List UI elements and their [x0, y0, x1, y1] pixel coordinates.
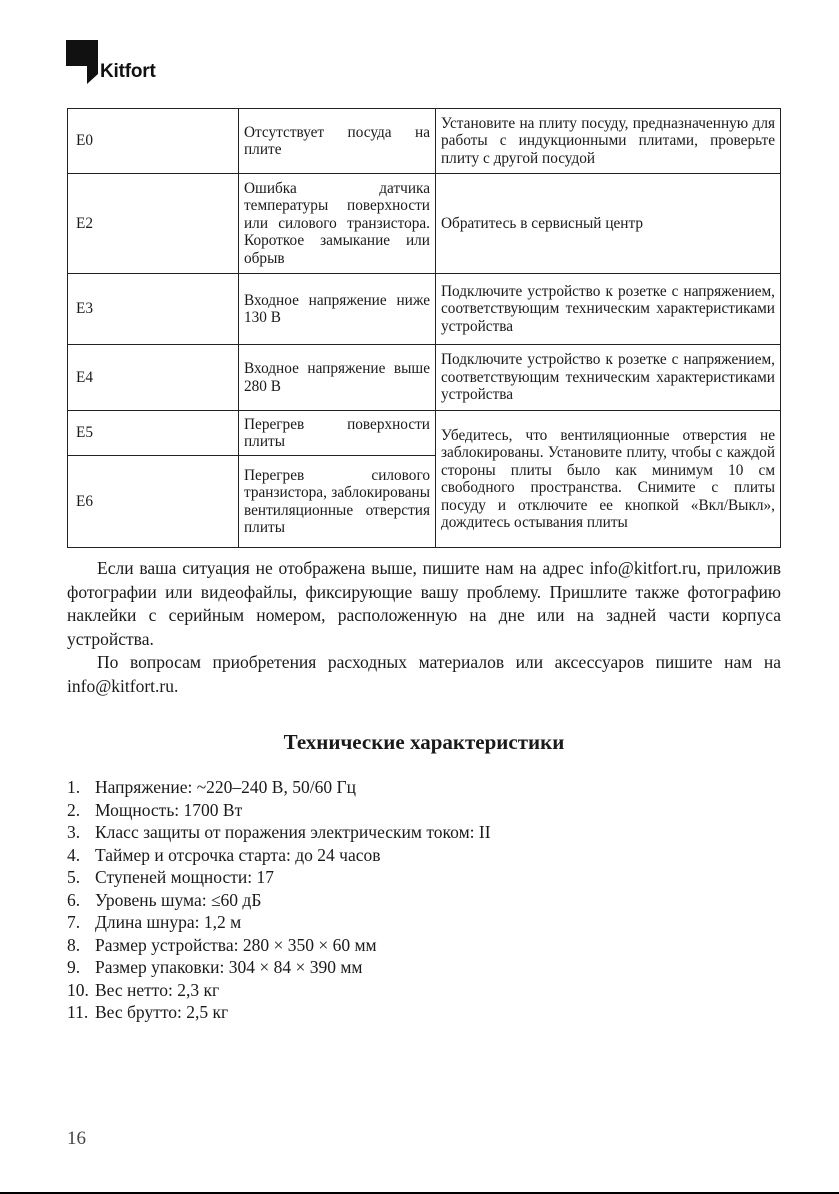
- specs-list: [67, 776, 491, 1024]
- list-item: [67, 799, 491, 822]
- error-cause: Ошибка датчика температуры поверхности или силового транзистора. Короткое замыкание или обрыв: [239, 174, 436, 274]
- contact-paragraphs: [67, 557, 781, 698]
- list-item-number: 9.: [67, 957, 81, 977]
- list-item: [67, 821, 491, 844]
- list-item-text: Размер упаковки: 304 × 84 × 390 мм: [95, 957, 363, 977]
- error-cause: Входное напряжение ниже 130 В: [239, 274, 436, 345]
- list-item-number: 5.: [67, 867, 81, 887]
- table-row: [68, 109, 781, 174]
- error-code: E2: [68, 174, 239, 274]
- error-cause: Входное напряжение выше 280 В: [239, 345, 436, 411]
- list-item: [67, 889, 491, 912]
- list-item: [67, 866, 491, 889]
- error-code: E3: [68, 274, 239, 345]
- error-codes-table: [67, 108, 781, 548]
- error-cause: Перегрев поверхности плиты: [239, 411, 436, 456]
- list-item-number: 7.: [67, 912, 81, 932]
- list-item-text: Уровень шума: ≤60 дБ: [95, 889, 262, 910]
- list-item: [67, 956, 491, 979]
- brand-logo: [66, 40, 156, 84]
- list-item-text: Вес нетто: 2,3 кг: [95, 979, 220, 1000]
- brand-name: Kitfort: [100, 61, 156, 82]
- paragraph-contact: Если ваша ситуация не отображена выше, пишите нам на адрес info@kitfort.ru, приложив фотографии или видеофайлы, фиксирующие вашу проблему. Пришлите также фотографию наклейки с серийным номером, расположенную на дне или на задней части корпуса устройства.: [67, 558, 781, 649]
- list-item-text: Мощность: 1700 Вт: [95, 799, 243, 820]
- kitfort-logo-icon: [66, 40, 98, 84]
- error-code: E5: [68, 411, 239, 456]
- list-item: [67, 934, 491, 957]
- list-item-text: Напряжение: ~220–240 В, 50/60 Гц: [95, 777, 356, 797]
- error-solution: Подключите устройство к розетке с напряжением, соответствующим техническим характеристиками устройства: [436, 345, 781, 411]
- error-solution: Обратитесь в сервисный центр: [436, 174, 781, 274]
- error-solution: Подключите устройство к розетке с напряжением, соответствующим техническим характеристиками устройства: [436, 274, 781, 345]
- list-item-number: 2.: [67, 799, 81, 820]
- table-row: [68, 174, 781, 274]
- list-item-text: Длина шнура: 1,2 м: [95, 912, 242, 932]
- table-row: [68, 345, 781, 411]
- section-title: Технические характеристики: [283, 730, 565, 754]
- error-solution: Установите на плиту посуду, предназначенную для работы с индукционными плитами, проверьте плиту с другой посудой: [436, 109, 781, 174]
- list-item-number: 1.: [67, 777, 81, 797]
- list-item-text: Вес брутто: 2,5 кг: [95, 1002, 229, 1022]
- list-item-number: 8.: [67, 934, 81, 955]
- list-item: [67, 776, 491, 799]
- list-item-text: Таймер и отсрочка старта: до 24 часов: [95, 844, 381, 865]
- list-item-text: Ступеней мощности: 17: [95, 867, 274, 887]
- list-item: [67, 911, 491, 934]
- list-item: [67, 1001, 491, 1024]
- list-item-number: 6.: [67, 889, 81, 910]
- error-solution: Убедитесь, что вентиляционные отверстия не заблокированы. Установите плиту, чтобы с каждой стороны плиты было как минимум 10 см свободного пространства. Снимите с плиты посуду и отключите ее кнопкой «Вкл/Выкл», дождитесь остывания плиты: [436, 411, 781, 548]
- list-item-number: 11.: [67, 1002, 89, 1022]
- list-item: [67, 979, 491, 1002]
- error-cause: Перегрев силового транзистора, заблокированы вентиляционные отверстия плиты: [239, 456, 436, 548]
- table-row: [68, 274, 781, 345]
- error-code: E6: [68, 456, 239, 548]
- list-item-text: Размер устройства: 280 × 350 × 60 мм: [95, 934, 377, 955]
- error-code: E4: [68, 345, 239, 411]
- error-cause: Отсутствует посуда на плите: [239, 109, 436, 174]
- error-code: E0: [68, 109, 239, 174]
- page-number: 16: [67, 1128, 86, 1149]
- list-item-number: 10.: [67, 979, 89, 1000]
- list-item-text: Класс защиты от поражения электрическим током: II: [95, 822, 491, 842]
- list-item-number: 3.: [67, 822, 81, 842]
- list-item-number: 4.: [67, 844, 81, 865]
- table-row: [68, 411, 781, 456]
- paragraph-accessories: По вопросам приобретения расходных материалов или аксессуаров пишите нам на info@kitfort.ru.: [67, 652, 781, 696]
- list-item: [67, 844, 491, 867]
